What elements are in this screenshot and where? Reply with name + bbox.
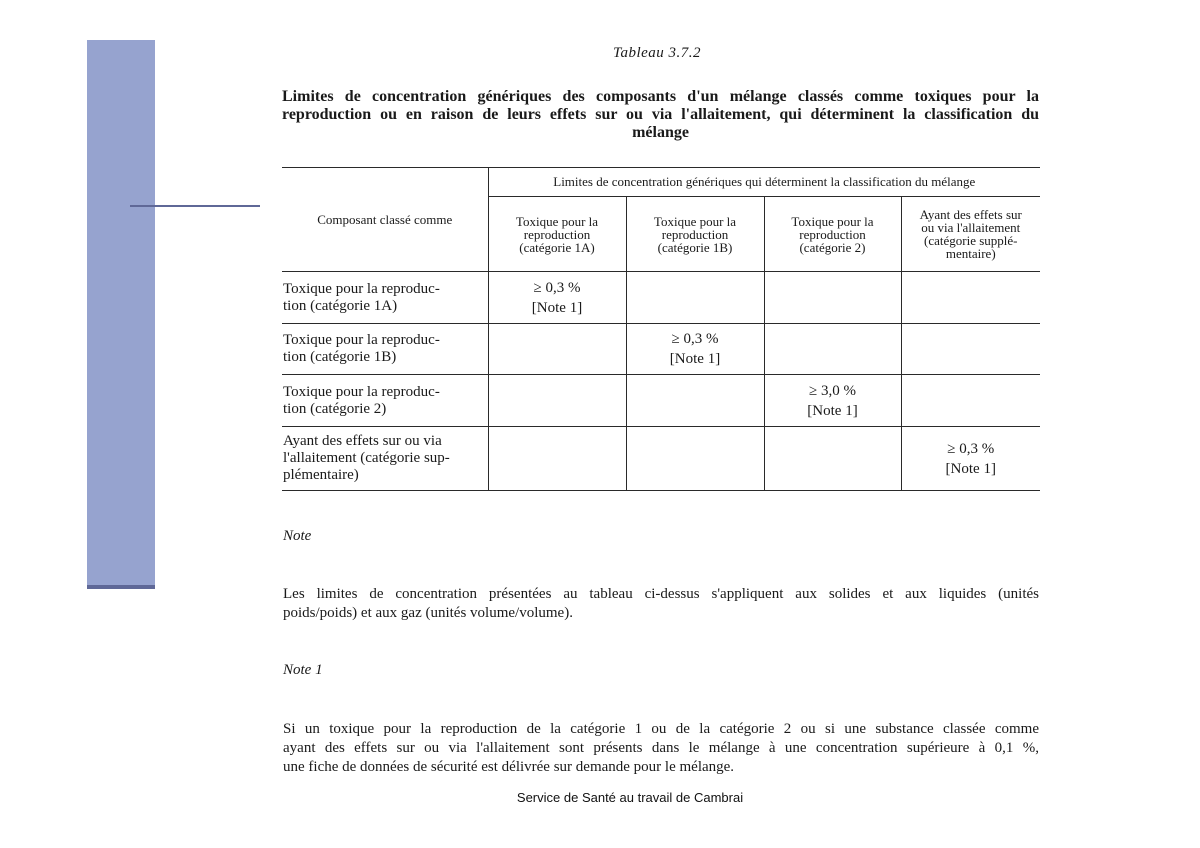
- category-header-1b: Toxique pour la reproduction (catégorie 1B): [626, 197, 764, 272]
- category-header-2: Toxique pour la reproduction (catégorie 2): [764, 197, 901, 272]
- limit-cell: ≥ 0,3 % [Note 1]: [901, 427, 1040, 491]
- row-label: Ayant des effets sur ou via l'allaitement (catégorie sup- plémentaire): [282, 427, 488, 491]
- decorative-rule: [130, 205, 260, 207]
- note1-text: Si un toxique pour la reproduction de la catégorie 1 ou de la catégorie 2 ou si une substance classée comme ayant des effets sur ou via l'allaitement sont présents dans le mélange à une concentration supérieure à 0,1 %, une fiche de données de sécurité est délivrée sur demande pour le mélange.: [283, 721, 1039, 775]
- limit-cell: ≥ 3,0 % [Note 1]: [764, 375, 901, 427]
- component-header: Composant classé comme: [282, 168, 488, 272]
- empty-cell: [488, 375, 626, 427]
- empty-cell: [901, 272, 1040, 324]
- decorative-side-bar: [87, 40, 155, 589]
- limit-cell: ≥ 0,3 % [Note 1]: [626, 324, 764, 375]
- empty-cell: [901, 375, 1040, 427]
- note1-heading: Note 1: [283, 662, 323, 678]
- note-text: Les limites de concentration présentées au tableau ci-dessus s'appliquent aux solides et aux liquides (unités poids/poids) et aux gaz (unités volume/volume).: [283, 586, 1039, 621]
- table-row: [282, 324, 1040, 375]
- title-line: mélange: [632, 124, 689, 141]
- empty-cell: [626, 375, 764, 427]
- title-line: Limites de concentration génériques des composants d'un mélange classés comme toxiques pour la: [282, 88, 1039, 105]
- table-number: Tableau 3.7.2: [613, 45, 702, 61]
- table-row: [282, 272, 1040, 324]
- row-label: Toxique pour la reproduc- tion (catégorie 2): [282, 375, 488, 427]
- row-label: Toxique pour la reproduc- tion (catégorie 1B): [282, 324, 488, 375]
- page-footer: Service de Santé au travail de Cambrai: [516, 790, 744, 805]
- document-title: [282, 88, 1039, 142]
- empty-cell: [488, 324, 626, 375]
- table-row: [282, 427, 1040, 491]
- empty-cell: [488, 427, 626, 491]
- limit-cell: ≥ 0,3 % [Note 1]: [488, 272, 626, 324]
- category-header-1a: Toxique pour la reproduction (catégorie 1A): [488, 197, 626, 272]
- empty-cell: [626, 427, 764, 491]
- empty-cell: [764, 272, 901, 324]
- empty-cell: [901, 324, 1040, 375]
- title-line: reproduction ou en raison de leurs effets sur ou via l'allaitement, qui déterminent la classification du: [282, 106, 1039, 123]
- empty-cell: [764, 427, 901, 491]
- empty-cell: [764, 324, 901, 375]
- note-heading: Note: [283, 528, 312, 544]
- concentration-limits-table: [282, 167, 1040, 491]
- empty-cell: [626, 272, 764, 324]
- category-header-lactation: Ayant des effets sur ou via l'allaitement (catégorie supplé- mentaire): [901, 197, 1040, 272]
- row-label: Toxique pour la reproduc- tion (catégorie 1A): [282, 272, 488, 324]
- table-row: [282, 375, 1040, 427]
- group-header: Limites de concentration génériques qui déterminent la classification du mélange: [488, 168, 1040, 197]
